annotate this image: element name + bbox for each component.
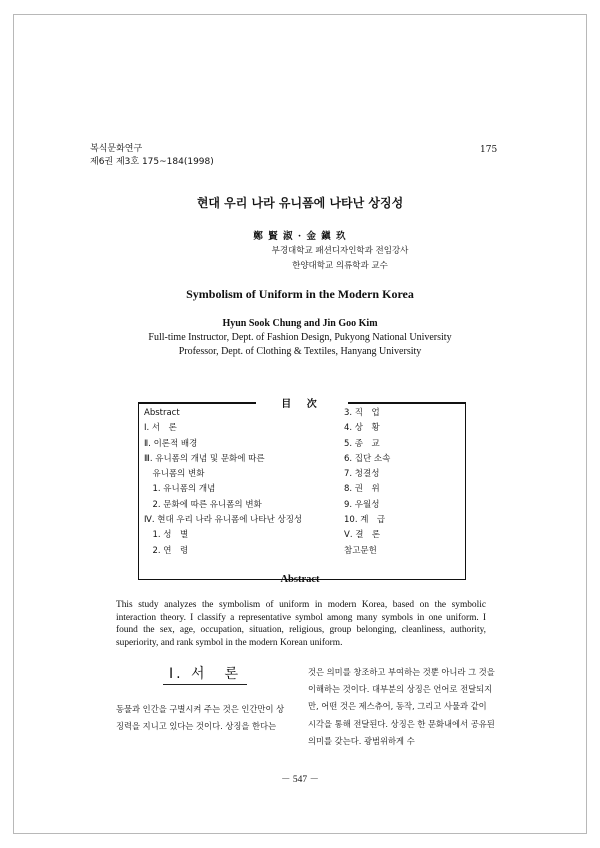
affiliation-korean-2: 한양대학교 의류학과 교수 (292, 261, 388, 271)
toc-item: Ⅰ. 서 론 (144, 423, 177, 434)
section-heading: Ⅰ. 서 론 (168, 666, 242, 682)
body-column-left: 동물과 인간을 구별시켜 주는 것은 인간만이 상징력을 지니고 있다는 것이다. 상징을 한다는 (116, 704, 285, 731)
affiliation-english-2: Professor, Dept. of Clothing & Textiles, Hanyang University (178, 346, 422, 357)
title-korean: 현대 우리 나라 유니폼에 나타난 상징성 (196, 196, 404, 210)
toc-item: Abstract (144, 408, 180, 418)
toc-item: 2. 연 령 (144, 545, 189, 556)
journal-name: 복식문화연구 (90, 144, 143, 154)
toc-item: 유니폼의 변화 (144, 469, 205, 480)
toc-item: 3. 직 업 (344, 408, 380, 418)
body-column-right: 것은 의미를 창조하고 부여하는 것뿐 아니라 그 것을 이해하는 것이다. 대부분의 상징은 언어로 전달되지만, 어떤 것은 제스츄어, 동작, 그리고 사물과 같이 시각을 통해 전달된다. 상징은 한 문화내에서 공유된 의미를 갖는다. 광범위하게 수 (308, 667, 495, 746)
toc-item: 9. 우월성 (344, 499, 380, 510)
toc-item: 2. 문화에 따른 유니폼의 변화 (144, 499, 262, 510)
title-english: Symbolism of Uniform in the Modern Korea (186, 287, 414, 301)
affiliation-english-1: Full-time Instructor, Dept. of Fashion Design, Pukyong National University (148, 332, 452, 343)
toc-item: Ⅳ. 현대 우리 나라 유니폼에 나타난 상징성 (144, 515, 303, 526)
toc-item: Ⅱ. 이론적 배경 (144, 438, 198, 449)
toc-item: 4. 상 황 (344, 423, 380, 434)
abstract-heading: Abstract (280, 574, 320, 585)
authors-korean: 鄭 賢 淑 · 金 鎭 玖 (253, 231, 347, 242)
affiliation-korean-1: 부경대학교 패션디자인학과 전임강사 (271, 246, 409, 256)
toc-item: 7. 청결성 (344, 469, 380, 480)
footer-page-number: － 547 － (280, 775, 319, 785)
section-heading-underline (163, 684, 247, 685)
table-of-contents (138, 396, 466, 580)
toc-item: 참고문헌 (344, 545, 377, 556)
toc-right-column (344, 406, 390, 559)
abstract-text: This study analyzes the symbolism of uniform in modern Korea, based on the symbolic interaction theory. I classify a representative symbol among many symbols in one uniform. I found the sex, age, occupation, situation, religious, group belonging, cleanliness, authority, superiority, and rank symbol in the modern Korean uniform. (116, 600, 486, 648)
toc-item: 8. 권 위 (344, 484, 380, 495)
journal-header (90, 143, 214, 169)
toc-item: 10. 계 급 (344, 515, 386, 526)
toc-left-column (144, 406, 302, 559)
toc-title: 目 次 (281, 399, 323, 410)
toc-item: Ⅴ. 결 론 (344, 530, 381, 541)
authors-english: Hyun Sook Chung and Jin Goo Kim (222, 318, 378, 329)
toc-item: 6. 집단 소속 (344, 453, 391, 464)
toc-item: 5. 종 교 (344, 438, 380, 449)
toc-item: Ⅲ. 유니폼의 개념 및 문화에 따른 (144, 453, 265, 464)
page-number: 175 (480, 145, 498, 155)
toc-item: 1. 성 별 (144, 530, 189, 541)
journal-volume: 제6권 제3호 175~184(1998) (90, 157, 214, 167)
toc-item: 1. 유니폼의 개념 (144, 484, 216, 495)
